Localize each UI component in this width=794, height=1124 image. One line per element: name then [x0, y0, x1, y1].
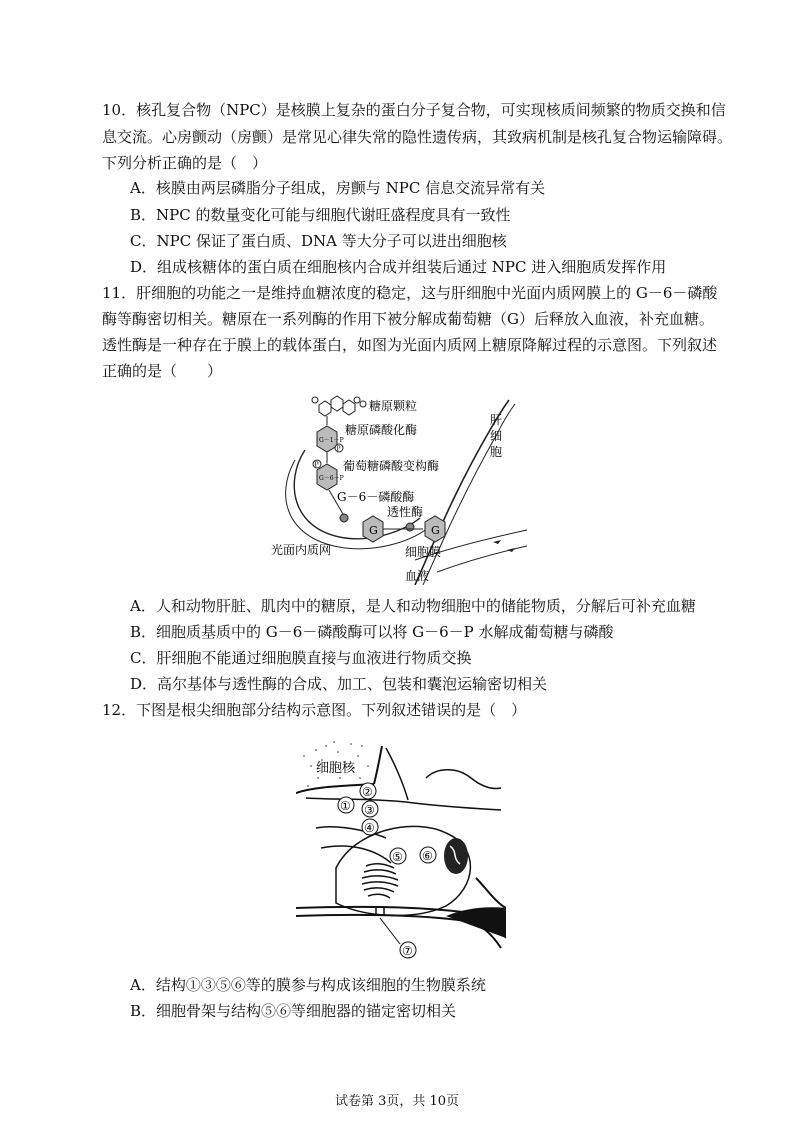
label-cell-1: 细: [490, 429, 503, 443]
q10-stem-line: 10．核孔复合物（NPC）是核膜上复杂的蛋白分子复合物，可实现核质间频繁的物质交换和信: [102, 101, 726, 119]
q12-option-b: B．细胞骨架与结构⑤⑥等细胞器的锚定密切相关: [130, 1002, 457, 1020]
label-liver: 肝: [490, 413, 503, 427]
label-phosphorylase: 糖原磷酸化酶: [345, 423, 418, 437]
marker-4: ④: [364, 821, 375, 835]
label-g2: G: [431, 524, 440, 537]
label-permease: 透性酶: [387, 505, 424, 519]
q11-stem-line: 透性酶是一种存在于膜上的载体蛋白，如图为光面内质网上糖原降解过程的示意图。下列叙述: [102, 336, 718, 354]
label-glycogen: 糖原颗粒: [369, 399, 418, 413]
marker-1: ①: [340, 799, 351, 813]
q11-option-d: D．高尔基体与透性酶的合成、加工、包装和囊泡运输密切相关: [130, 675, 548, 693]
glycogen-granule-cluster: [312, 396, 366, 416]
label-cell-2: 胞: [490, 445, 503, 459]
q10-option-d: D．组成核糖体的蛋白质在细胞核内合成并组装后通过 NPC 进入细胞质发挥作用: [130, 258, 667, 276]
page-footer: 试卷第 3页，共 10页: [334, 1094, 460, 1109]
marker-2: ②: [362, 785, 373, 799]
g6pase-enzyme-dot: [340, 514, 348, 522]
q12-stem-line: 12．下图是根尖细胞部分结构示意图。下列叙述错误的是（ ）: [102, 701, 527, 719]
label-ser: 光面内质网: [271, 543, 332, 557]
q10-option-a: A．核膜由两层磷脂分子组成，房颤与 NPC 信息交流异常有关: [130, 179, 546, 197]
label-nucleus: 细胞核: [316, 761, 356, 776]
root-tip-cell-figure: [296, 738, 506, 960]
marker-3: ③: [364, 803, 375, 817]
glycogen-degradation-figure: [265, 390, 535, 585]
label-g1: G: [369, 524, 378, 537]
label-membrane: 细胞膜: [405, 545, 442, 559]
label-mutase: 葡萄糖磷酸变构酶: [343, 459, 440, 473]
marker-6: ⑥: [422, 849, 433, 863]
label-p2: P: [314, 461, 319, 469]
marker-7: ⑦: [402, 944, 413, 958]
label-g6pase: G－6－磷酸酶: [337, 490, 415, 504]
q10-stem-line: 下列分析正确的是（ ）: [102, 154, 268, 172]
q11-option-a: A．人和动物肝脏、肌肉中的糖原，是人和动物细胞中的储能物质，分解后可补充血糖: [130, 597, 696, 615]
q11-stem-line: 正确的是（ ）: [102, 362, 223, 380]
q10-option-b: B．NPC 的数量变化可能与细胞代谢旺盛程度具有一致性: [130, 206, 511, 224]
q10-option-c: C．NPC 保证了蛋白质、DNA 等大分子可以进出细胞核: [130, 232, 507, 250]
q11-stem-line: 酶等酶密切相关。糖原在一系列酶的作用下被分解成葡萄糖（G）后释放入血液，补充血糖。: [102, 310, 714, 328]
golgi-stack: [362, 864, 398, 898]
label-p1: P: [336, 445, 341, 453]
q11-option-c: C．肝细胞不能通过细胞膜直接与血液进行物质交换: [130, 649, 472, 667]
marker-5: ⑤: [392, 850, 403, 864]
q10-stem-line: 息交流。心房颤动（房颤）是常见心律失常的隐性遗传病，其致病机制是核孔复合物运输障碍。: [102, 128, 733, 146]
q11-option-b: B．细胞质基质中的 G－6－磷酸酶可以将 G－6－P 水解成葡萄糖与磷酸: [130, 623, 614, 641]
q11-stem-line: 11．肝细胞的功能之一是维持血糖浓度的稳定，这与肝细胞中光面内质网膜上的 G－6－磷酸: [102, 284, 718, 302]
permease-dot: [406, 523, 414, 531]
q12-option-a: A．结构①③⑤⑥等的膜参与构成该细胞的生物膜系统: [130, 976, 486, 994]
mitochondrion: [444, 838, 468, 874]
label-blood: 血液: [405, 569, 430, 583]
label-g6p: G－6－P: [319, 475, 344, 482]
label-g1p: G－1－P: [319, 437, 344, 444]
